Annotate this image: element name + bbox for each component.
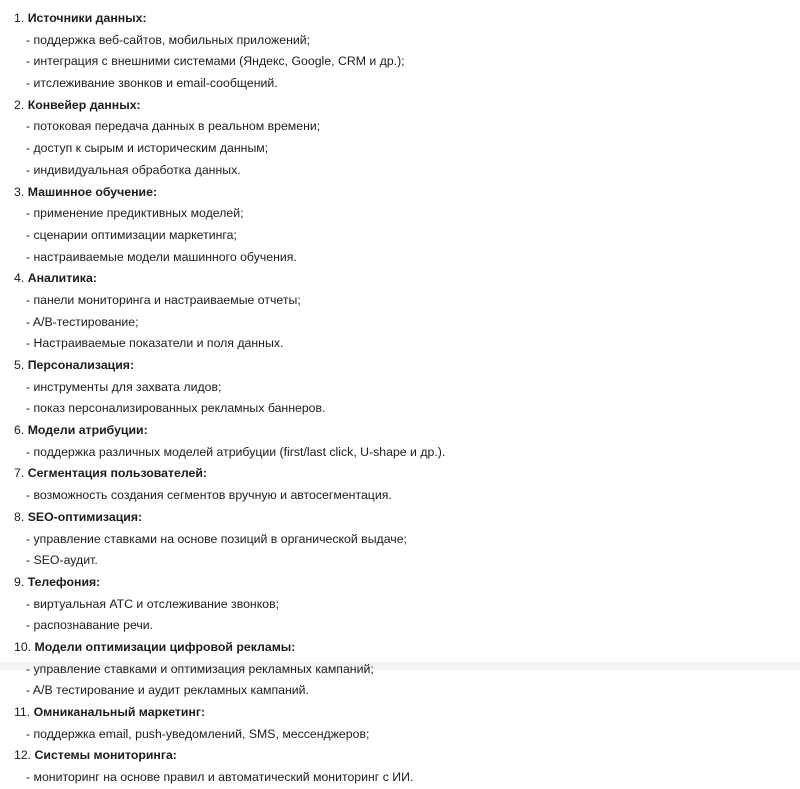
list-item: - поддержка различных моделей атрибуции (first/last click, U-shape и др.).: [26, 444, 446, 459]
list-item: - A/B-тестирование;: [26, 314, 139, 329]
list-item: - виртуальная АТС и отслеживание звонков;: [26, 596, 280, 611]
section-number: 6.: [14, 423, 25, 438]
list-item: - поддержка веб-сайтов, мобильных приложений;: [26, 32, 311, 47]
section-title: Машинное обучение:: [27, 184, 158, 199]
list-item: - мониторинг на основе правил и автоматический мониторинг с ИИ.: [26, 770, 414, 785]
list-item: - управление ставками на основе позиций в органической выдаче;: [26, 531, 407, 546]
list-item: - распознавание речи.: [26, 618, 154, 633]
section-number: 12.: [14, 748, 32, 763]
list-item: - Настраиваемые показатели и поля данных.: [26, 336, 284, 351]
section-number: 2.: [14, 97, 25, 112]
section-title: Системы мониторинга:: [34, 748, 177, 763]
list-item: - доступ к сырым и историческим данным;: [26, 141, 269, 156]
section-title: Модели атрибуции:: [27, 423, 148, 438]
section-heading: [14, 507, 800, 529]
section-title: Сегментация пользователей:: [27, 466, 208, 481]
section-heading: [14, 637, 800, 659]
section-number: 5.: [14, 358, 25, 372]
section-heading: [14, 745, 800, 767]
section-number: 10.: [14, 639, 32, 654]
section-number: 1.: [14, 11, 25, 25]
list-item: - панели мониторинга и настраиваемые отчеты;: [26, 292, 301, 307]
section-number: 8.: [14, 509, 25, 524]
list-item: - инструменты для захвата лидов;: [26, 379, 222, 394]
section-heading: [14, 572, 800, 594]
section-number: 3.: [14, 184, 25, 199]
list-item: - настраиваемые модели машинного обучения.: [26, 249, 297, 264]
section-title: Персонализация:: [27, 358, 135, 372]
section-number: 11.: [14, 705, 31, 719]
section-title: Конвейер данных:: [27, 97, 141, 112]
section-number: 4.: [14, 271, 25, 286]
section-heading: [14, 95, 800, 117]
list-item: - итслеживание звонков и email-сообщений.: [26, 76, 278, 91]
list-item: - показ персонализированных рекламных баннеров.: [26, 401, 326, 416]
section-heading: [14, 355, 800, 377]
section-title: Модели оптимизации цифровой рекламы:: [34, 639, 296, 654]
list-item: - применение предиктивных моделей;: [26, 206, 244, 221]
section-title: Источники данных:: [27, 11, 147, 25]
section-number: 9.: [14, 574, 25, 589]
feature-list-document: [14, 8, 800, 789]
list-item: - сценарии оптимизации маркетинга;: [26, 227, 237, 242]
section-heading: [14, 463, 800, 485]
section-heading: [14, 268, 800, 290]
list-item: - возможность создания сегментов вручную и автосегментация.: [26, 488, 392, 503]
list-item: - SEO-аудит.: [26, 553, 98, 568]
section-heading: [14, 420, 800, 442]
section-heading: [14, 182, 800, 204]
list-item: - A/B тестирование и аудит рекламных кампаний.: [26, 683, 309, 698]
list-item: - интеграция с внешними системами (Яндекс, Google, CRM и др.);: [26, 54, 405, 69]
section-heading: [14, 702, 800, 724]
section-title: SEO-оптимизация:: [27, 509, 143, 524]
section-title: Аналитика:: [27, 271, 97, 286]
list-item: - управление ставками и оптимизация рекламных кампаний;: [26, 661, 374, 676]
section-number: 7.: [14, 466, 25, 481]
list-item: - индивидуальная обработка данных.: [26, 162, 241, 177]
section-heading: [14, 8, 800, 30]
section-title: Омниканальный маркетинг:: [33, 705, 206, 719]
list-item: - поддержка email, push-уведомлений, SMS, мессенджеров;: [26, 726, 370, 741]
section-title: Телефония:: [27, 574, 101, 589]
list-item: - потоковая передача данных в реальном времени;: [26, 119, 321, 134]
